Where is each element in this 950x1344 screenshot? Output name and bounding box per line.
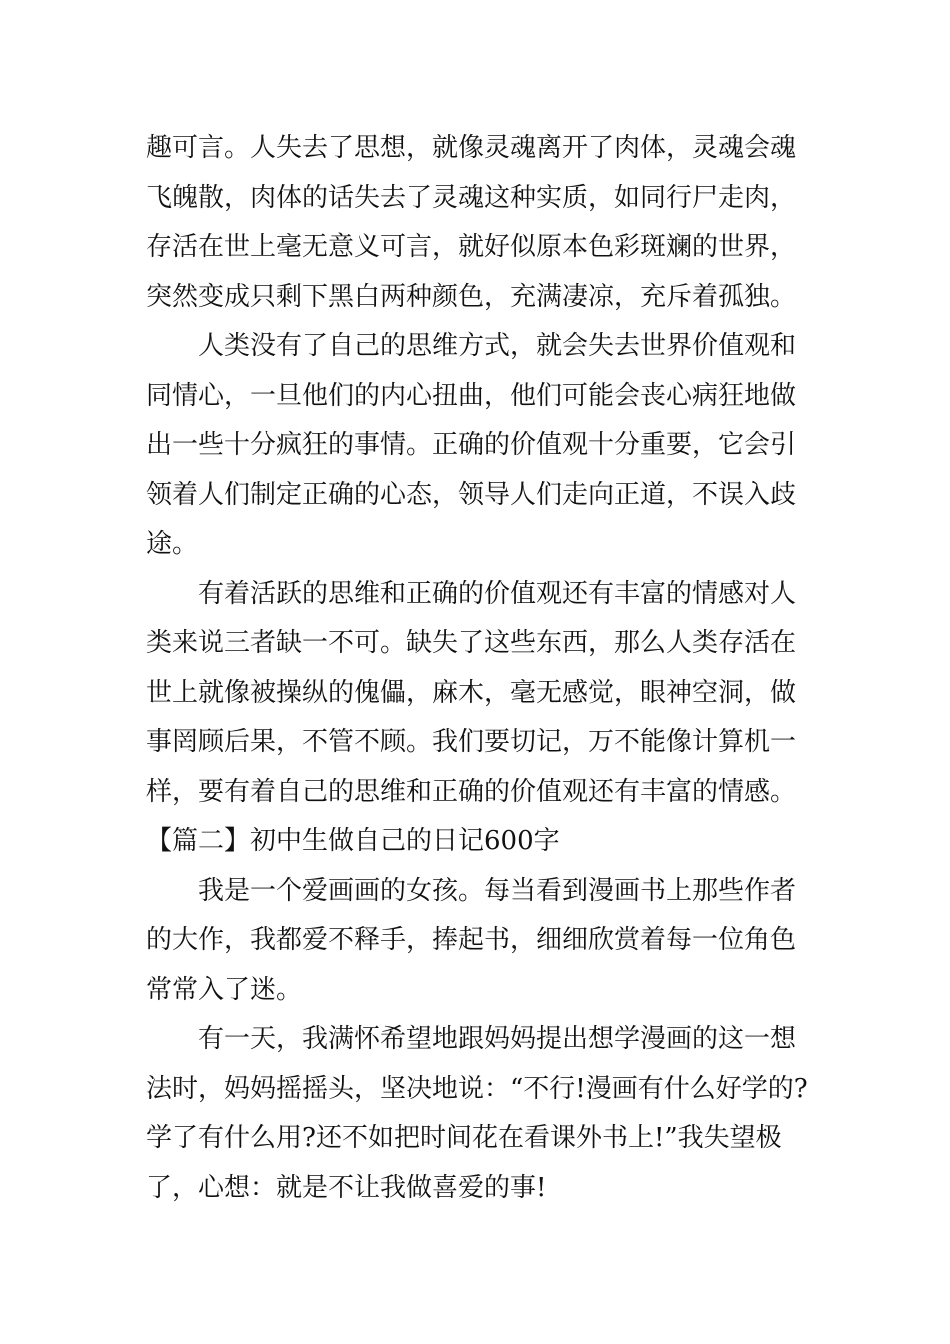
paragraph-first-line: 人类没有了自己的思维方式，就会失去世界价值观和 [198,331,797,361]
text-line: 样，要有着自己的思维和正确的价值观还有丰富的情感。 [146,776,797,807]
text-line: 事罔顾后果，不管不顾。我们要切记，万不能像计算机一 [146,727,797,757]
paragraph-first-line: 有一天，我满怀希望地跟妈妈提出想学漫画的这一想 [198,1024,797,1054]
text-line: 类来说三者缺一不可。缺失了这些东西，那么人类存活在 [146,628,797,658]
text-line: 常常入了迷。 [146,974,303,1005]
text-line: 飞魄散，肉体的话失去了灵魂这种实质，如同行尸走肉， [146,182,797,213]
paragraph-first-line: 有着活跃的思维和正确的价值观还有丰富的情感对人 [198,578,797,609]
text-line: 世上就像被操纵的傀儡，麻木，毫无感觉，眼神空洞，做 [146,677,797,708]
text-line: 领着人们制定正确的心态，领导人们走向正道，不误入歧 [146,479,797,510]
text-line: 存活在世上毫无意义可言，就好似原本色彩斑斓的世界， [146,232,797,262]
text-line: 法时，妈妈摇摇头，坚决地说：“不行!漫画有什么好学的? [146,1073,808,1104]
text-line: 出一些十分疯狂的事情。正确的价值观十分重要，它会引 [146,430,797,460]
text-line: 途。 [146,529,199,559]
section-heading: 【篇二】初中生做自己的日记600字 [146,826,560,856]
text-line: 学了有什么用?还不如把时间花在看课外书上!”我失望极 [146,1123,782,1153]
text-line: 的大作，我都爱不释手，捧起书，细细欣赏着每一位角色 [146,925,797,955]
text-line: 突然变成只剩下黑白两种颜色，充满凄凉，充斥着孤独。 [146,281,797,312]
text-line: 了，心想：就是不让我做喜爱的事! [146,1172,547,1203]
paragraph-first-line: 我是一个爱画画的女孩。每当看到漫画书上那些作者 [198,875,797,906]
text-line: 同情心，一旦他们的内心扭曲，他们可能会丧心病狂地做 [146,380,797,411]
document-body [146,124,811,1213]
text-line: 趣可言。人失去了思想，就像灵魂离开了肉体，灵魂会魂 [146,133,797,163]
